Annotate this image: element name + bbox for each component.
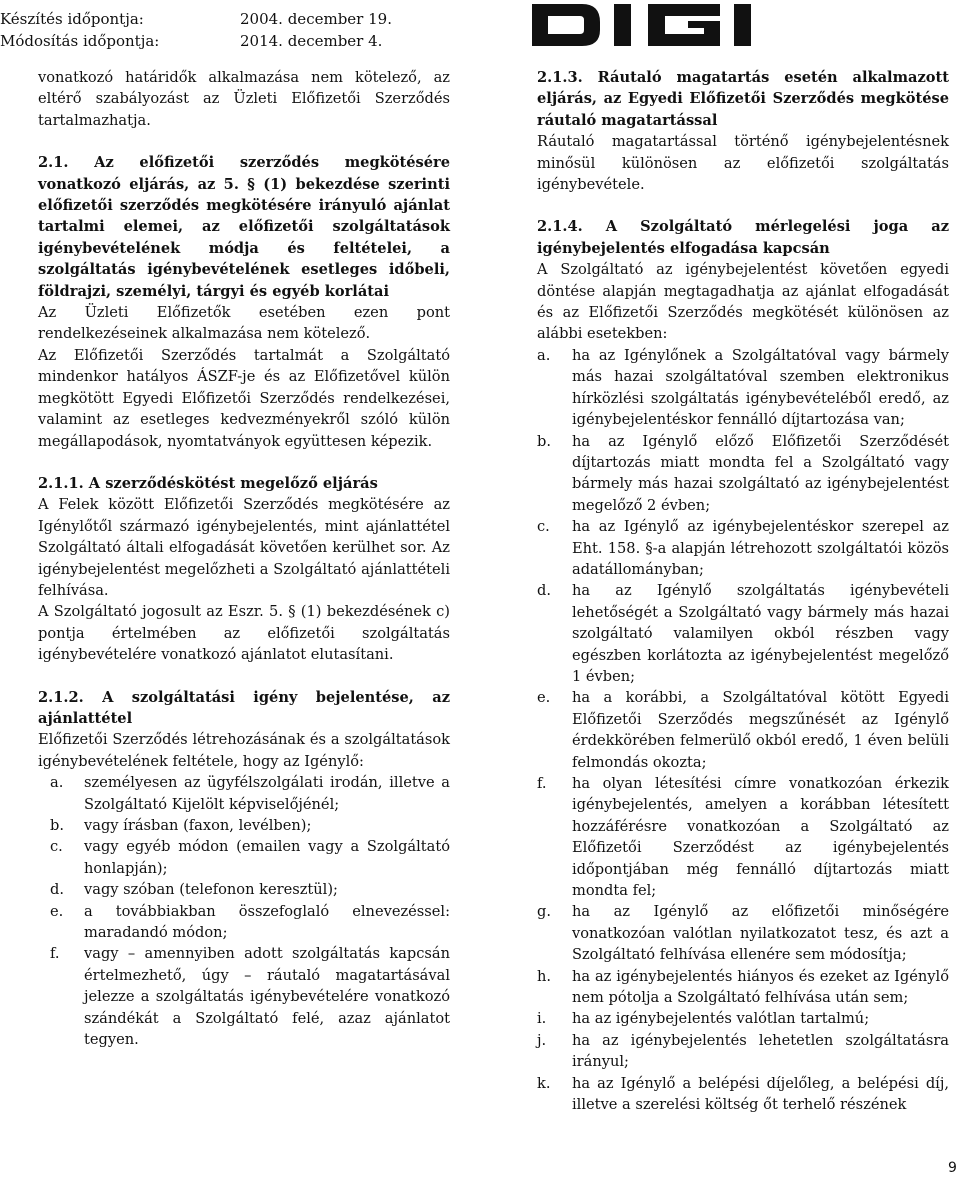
digi-logo <box>530 0 830 48</box>
section-2-1-2-heading: 2.1.2. A szolgáltatási igény bejelentése, az ajánlattétel <box>38 688 450 727</box>
section-2-1-3-paragraph: Ráutaló magatartással történő igénybejelentésnek minősül különösen az előfizetői szolgáltatás igénybevétele. <box>537 133 949 194</box>
list-item <box>537 901 949 965</box>
list-item-letter: b. <box>537 432 551 450</box>
list-item-letter: h. <box>537 967 552 985</box>
list-item-text: ha az Igénylő a belépési díjelőleg, a belépési díj, illetve a szerelési költség őt terhelő részének <box>572 1074 949 1114</box>
left-column <box>38 67 450 1050</box>
list-item-text: ha olyan létesítési címre vonatkozóan érkezik igénybejelentés, amelyen a korábban létesített hozzáférésre vonatkozóan a Szolgáltató az Előfizetői Szerződést az igénybejelentés időpontjában még fennálló díjtartozás miatt mondta fel; <box>572 775 949 900</box>
list-item-letter: d. <box>537 582 551 600</box>
list-item-text: vagy írásban (faxon, levélben); <box>84 817 312 834</box>
list-item <box>38 772 450 815</box>
list-item-text: vagy szóban (telefonon keresztül); <box>84 881 338 899</box>
list-item <box>38 815 450 836</box>
list-item-letter: e. <box>537 689 551 707</box>
list-item-text: ha az igénybejelentés lehetetlen szolgáltatásra irányul; <box>572 1031 949 1071</box>
list-item-letter: g. <box>537 903 551 921</box>
list-item-text: ha az Igénylő az igénybejelentéskor szerepel az Eht. 158. §-a alapján létrehozott szolgáltatói közös adatállományban; <box>572 518 949 578</box>
page-number: 9 <box>948 1160 957 1176</box>
list-item-text: ha az Igénylő szolgáltatás igénybevételi lehetőségét a Szolgáltató vagy bármely más hazai szolgáltató valamilyen okból részben vagy egészben korlátozta az igénybejelentést megelőző 1 évben; <box>572 582 949 685</box>
list-item <box>537 345 949 431</box>
section-2-1-4-heading: 2.1.4. A Szolgáltató mérlegelési joga az igénybejelentés elfogadása kapcsán <box>537 218 949 257</box>
list-item-text: ha az igénybejelentés valótlan tartalmú; <box>572 1010 870 1028</box>
list-item <box>537 431 949 517</box>
document-header <box>0 8 392 52</box>
list-item-letter: f. <box>50 945 60 963</box>
modified-label: Módosítás időpontja: <box>0 32 160 50</box>
list-item <box>38 943 450 1050</box>
modified-row <box>0 30 392 52</box>
list-item <box>537 773 949 901</box>
list-item-letter: a. <box>50 774 64 792</box>
list-item-text: ha a korábbi, a Szolgáltatóval kötött Egyedi Előfizetői Szerződés megszűnését az Igénylő érdekkörében felmerülő okból eredő, 1 éven belüli felmondás okozta; <box>572 689 949 771</box>
section-2-1-3-heading: 2.1.3. Ráutaló magatartás esetén alkalmazott eljárás, az Egyedi Előfizetői Szerződés megkötése ráutaló magatartással <box>537 69 949 129</box>
list-item <box>537 966 949 1009</box>
list-item-letter: e. <box>50 902 64 920</box>
list-item-letter: a. <box>537 346 551 364</box>
modified-value: 2014. december 4. <box>240 32 383 50</box>
section-2-1-paragraph-2: Az Előfizetői Szerződés tartalmát a Szolgáltató mindenkor hatályos ÁSZF-je és az Előfizetővel külön megkötött Egyedi Előfizetői Szerződés rendelkezései, valamint az esetleges kedvezményekről szóló külön megállapodások, nyomtatványok együttesen képezik. <box>38 346 450 450</box>
list-item <box>537 580 949 687</box>
section-2-1-heading: 2.1. Az előfizetői szerződés megkötésére vonatkozó eljárás, az 5. § (1) bekezdése szerinti előfizetői szerződés megkötésére irányuló ajánlat tartalmi elemei, az előfizetői szolgáltatások igénybevételének módja és feltételei, a szolgáltatás igénybevételének esetleges időbeli, földrajzi, személyi, tárgyi és egyéb korlátai <box>38 154 450 300</box>
list-item <box>537 516 949 580</box>
list-item <box>537 687 949 773</box>
list-item <box>537 1073 949 1116</box>
list-item-letter: b. <box>50 817 64 834</box>
created-row <box>0 8 392 30</box>
list-item-letter: i. <box>537 1010 547 1028</box>
list-item-text: a továbbiakban összefoglaló elnevezéssel: maradandó módon; <box>84 902 450 942</box>
list-item <box>38 879 450 900</box>
list-item <box>537 1008 949 1029</box>
list-item <box>537 1030 949 1073</box>
list-item-text: ha az Igénylőnek a Szolgáltatóval vagy bármely más hazai szolgáltatóval szemben elektronikus hírközlési szolgáltatás igénybevételéből eredő, az igénybejelentéskor fennálló díjtartozása van; <box>572 346 949 429</box>
right-column <box>537 67 949 1116</box>
list-item-letter: c. <box>537 518 550 536</box>
list-item-text: személyesen az ügyfélszolgálati irodán, illetve a Szolgáltató Kijelölt képviselőjénél; <box>84 774 450 813</box>
list-item-letter: c. <box>50 838 63 856</box>
created-value: 2004. december 19. <box>240 10 392 28</box>
list-item-letter: k. <box>537 1074 551 1092</box>
list-item-text: ha az igénybejelentés hiányos és ezeket az Igénylő nem pótolja a Szolgáltató felhívása után sem; <box>572 967 949 1007</box>
list-item-text: ha az Igénylő előző Előfizetői Szerződését díjtartozás miatt mondta fel a Szolgáltató vagy bármely más hazai szolgáltató az igénybejelentést megelőző 2 évben; <box>572 432 949 514</box>
intro-paragraph: vonatkozó határidők alkalmazása nem kötelező, az eltérő szabályozást az Üzleti Előfizetői Szerződés tartalmazhatja. <box>38 69 450 129</box>
list-item-letter: f. <box>537 775 547 792</box>
section-2-1-1-paragraph-2: A Szolgáltató jogosult az Eszr. 5. § (1) bekezdésének c) pontja értelmében az előfizetői szolgáltatás igénybevételére vonatkozó ajánlatot elutasítani. <box>38 603 450 664</box>
section-2-1-4-paragraph: A Szolgáltató az igénybejelentést követően egyedi döntése alapján megtagadhatja az ajánlat elfogadását és az Előfizetői Szerződés megkötését különösen az alábbi esetekben: <box>537 261 949 343</box>
created-label: Készítés időpontja: <box>0 10 144 28</box>
section-2-1-1-heading: 2.1.1. A szerződéskötést megelőző eljárás <box>38 474 378 492</box>
section-2-1-paragraph-1: Az Üzleti Előfizetők esetében ezen pont rendelkezéseinek alkalmazása nem kötelező. <box>38 304 450 343</box>
section-2-1-1-paragraph-1: A Felek között Előfizetői Szerződés megkötésére az Igénylőtől származó igénybejelentés, mint ajánlattétel Szolgáltató általi elfogadását követően kerülhet sor. Az igénybejelentést megelőzheti a Szolgáltató ajánlattételi felhívása. <box>38 496 450 599</box>
list-item-letter: d. <box>50 881 64 899</box>
list-item-text: vagy egyéb módon (emailen vagy a Szolgáltató honlapján); <box>84 838 450 877</box>
list-item-text: vagy – amennyiben adott szolgáltatás kapcsán értelmezhető, úgy – ráutaló magatartásával jelezze a szolgáltatás igénybevételére vonatkozó szándékát a Szolgáltató felé, azaz ajánlatot tegyen. <box>84 945 450 1049</box>
list-item-text: ha az Igénylő az előfizetői minőségére vonatkozóan valótlan nyilatkozatot tesz, és azt a Szolgáltató felhívása ellenére sem módosítja; <box>572 903 949 964</box>
list-item <box>38 836 450 879</box>
list-item-letter: j. <box>537 1031 547 1049</box>
list-item <box>38 901 450 944</box>
section-2-1-2-paragraph-1: Előfizetői Szerződés létrehozásának és a szolgáltatások igénybevételének feltétele, hogy az Igénylő: <box>38 731 450 770</box>
